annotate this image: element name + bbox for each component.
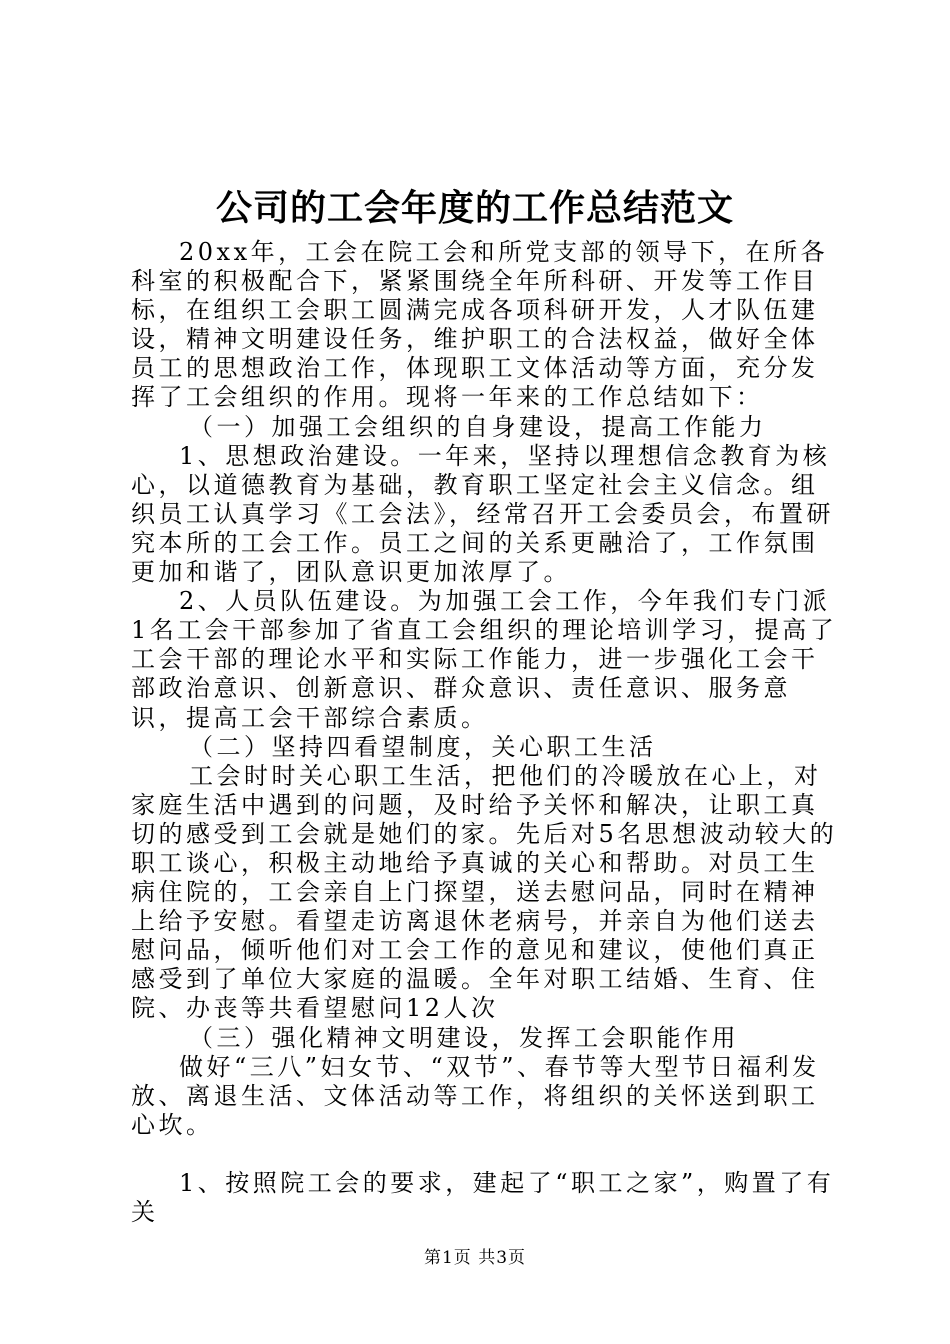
paragraph-team-building: 2、人员队伍建设。为加强工会工作，今年我们专门派1名工会干部参加了省直工会组织的理论培训学习，提高了工会干部的理论水平和实际工作能力，进一步强化工会干部政治意识、创新意识、群众意识、责任意识、服务意识，提高工会干部综合素质。: [131, 587, 838, 732]
page-footer: 第1页 共3页: [423, 1248, 527, 1268]
section-heading-1: （一）加强工会组织的自身建设，提高工作能力: [189, 412, 767, 441]
paragraph-staff-home: 1、按照院工会的要求，建起了“职工之家”，购置了有关: [131, 1168, 835, 1226]
paragraph-intro: 20xx年，工会在院工会和所党支部的领导下，在所各科室的积极配合下，紧紧围绕全年所科研、开发等工作目标，在组织工会职工圆满完成各项科研开发，人才队伍建设，精神文明建设任务，维护职工的合法权益，做好全体员工的思想政治工作，体现职工文体活动等方面，充分发挥了工会组织的作用。现将一年来的工作总结如下：: [131, 238, 829, 412]
paragraph-festival-welfare: 做好“三八”妇女节、“双节”、春节等大型节日福利发放、离退生活、文体活动等工作，将组织的关怀送到职工心坎。: [131, 1052, 820, 1139]
paragraph-political-building: 1、思想政治建设。一年来，坚持以理想信念教育为核心，以道德教育为基础，教育职工坚定社会主义信念。组织员工认真学习《工会法》，经常召开工会委员会，布置研究本所的工会工作。员工之间的关系更融洽了，工作氛围更加和谐了，团队意识更加浓厚了。: [131, 441, 834, 587]
section-heading-2: （二）坚持四看望制度，关心职工生活: [189, 732, 657, 761]
section-heading-3: （三）强化精神文明建设，发挥工会职能作用: [189, 1023, 739, 1052]
document-body: [131, 238, 843, 1227]
document-title: 公司的工会年度的工作总结范文: [215, 187, 734, 229]
paragraph-caring-staff: 工会时时关心职工生活，把他们的冷暖放在心上，对家庭生活中遇到的问题，及时给予关怀和解决，让职工真切的感受到工会就是她们的家。先后对5名思想波动较大的职工谈心，积极主动地给予真诚的关心和帮助。对员工生病住院的，工会亲自上门探望，送去慰问品，同时在精神上给予安慰。看望走访离退休老病号，并亲自为他们送去慰问品，倾听他们对工会工作的意见和建议，使他们真正感受到了单位大家庭的温暖。全年对职工结婚、生育、住院、办丧等共看望慰问12人次: [131, 761, 838, 1023]
